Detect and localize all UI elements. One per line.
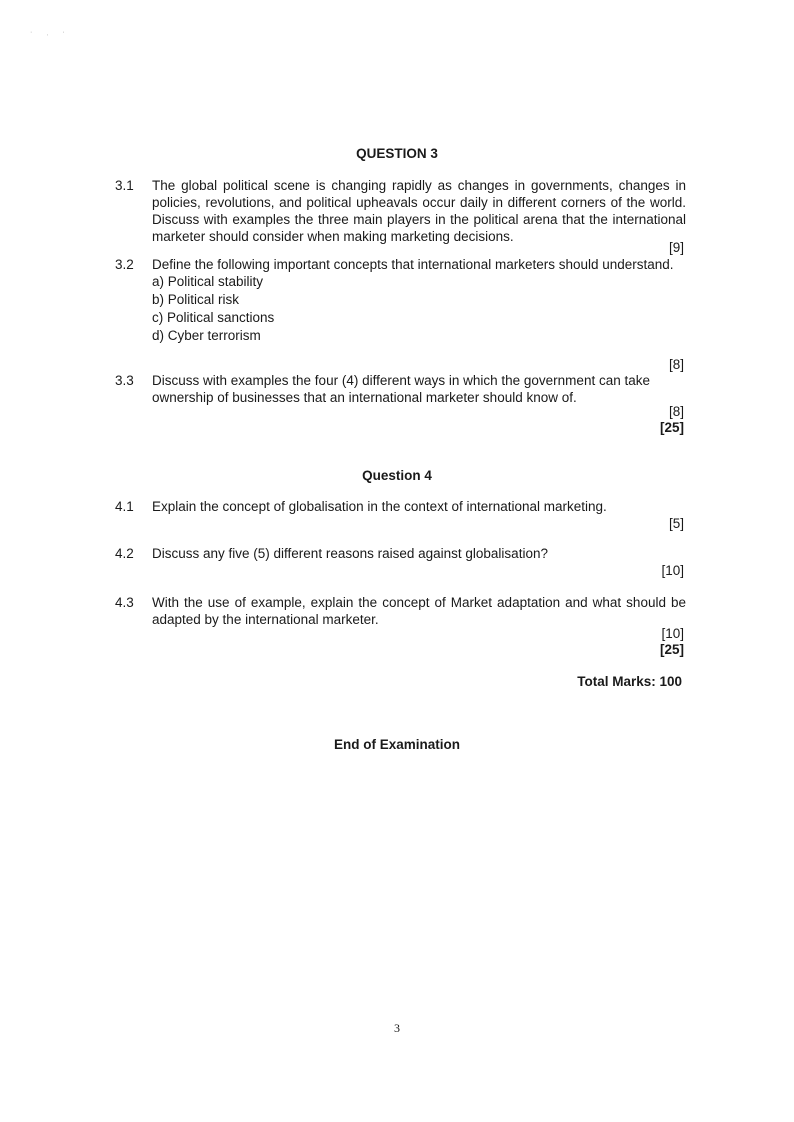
question-4-1-mark: [5] [668,516,684,531]
question-4-3-number: 4.3 [115,595,134,610]
question-3-2-item-a: a) Political stability [152,274,264,289]
question-4-3-text: With the use of example, explain the concept of Market adaptation and what should be adapted by the international marketer. [152,595,686,627]
question-3-2-text: Define the following important concepts that international marketers should understand. [152,257,674,272]
question-3-3-text: Discuss with examples the four (4) different ways in which the government can take ownership of businesses that an international marketer should know of. [152,373,650,405]
question-3-1-mark: [9] [668,240,684,255]
question-4-2-number: 4.2 [115,546,134,561]
question-4-1-text: Explain the concept of globalisation in the context of international marketing. [152,499,607,514]
question-3-3-number: 3.3 [115,373,134,388]
question-3-2-number: 3.2 [115,257,134,272]
question-3-total-mark: [25] [659,420,684,435]
end-of-examination: End of Examination [333,737,460,752]
total-marks: Total Marks: 100 [577,674,682,689]
question-4-heading: Question 4 [362,468,432,483]
question-3-heading: QUESTION 3 [356,146,438,161]
page-number: 3 [394,1021,400,1035]
question-3-2-item-c: c) Political sanctions [152,310,275,325]
question-4-1-number: 4.1 [115,499,134,514]
question-3-3-mark: [8] [668,404,684,419]
question-4-total-mark: [25] [659,642,684,657]
question-3-1-number: 3.1 [115,178,134,193]
question-3-1-text: The global political scene is changing rapidly as changes in governments, changes in policies, revolutions, and political upheavals occur daily in different corners of the world. Discuss with examples the three main players in the political arena that the international marketer should consider when making marketing decisions. [152,178,686,244]
question-4-2-mark: [10] [661,563,684,578]
question-4-2-text: Discuss any five (5) different reasons raised against globalisation? [152,546,548,561]
scan-specks: · ˌ · [30,29,71,36]
question-4-3-mark: [10] [661,626,684,641]
question-3-2-item-b: b) Political risk [152,292,240,307]
question-3-2-item-d: d) Cyber terrorism [152,328,261,343]
question-3-2-mark: [8] [668,357,684,372]
